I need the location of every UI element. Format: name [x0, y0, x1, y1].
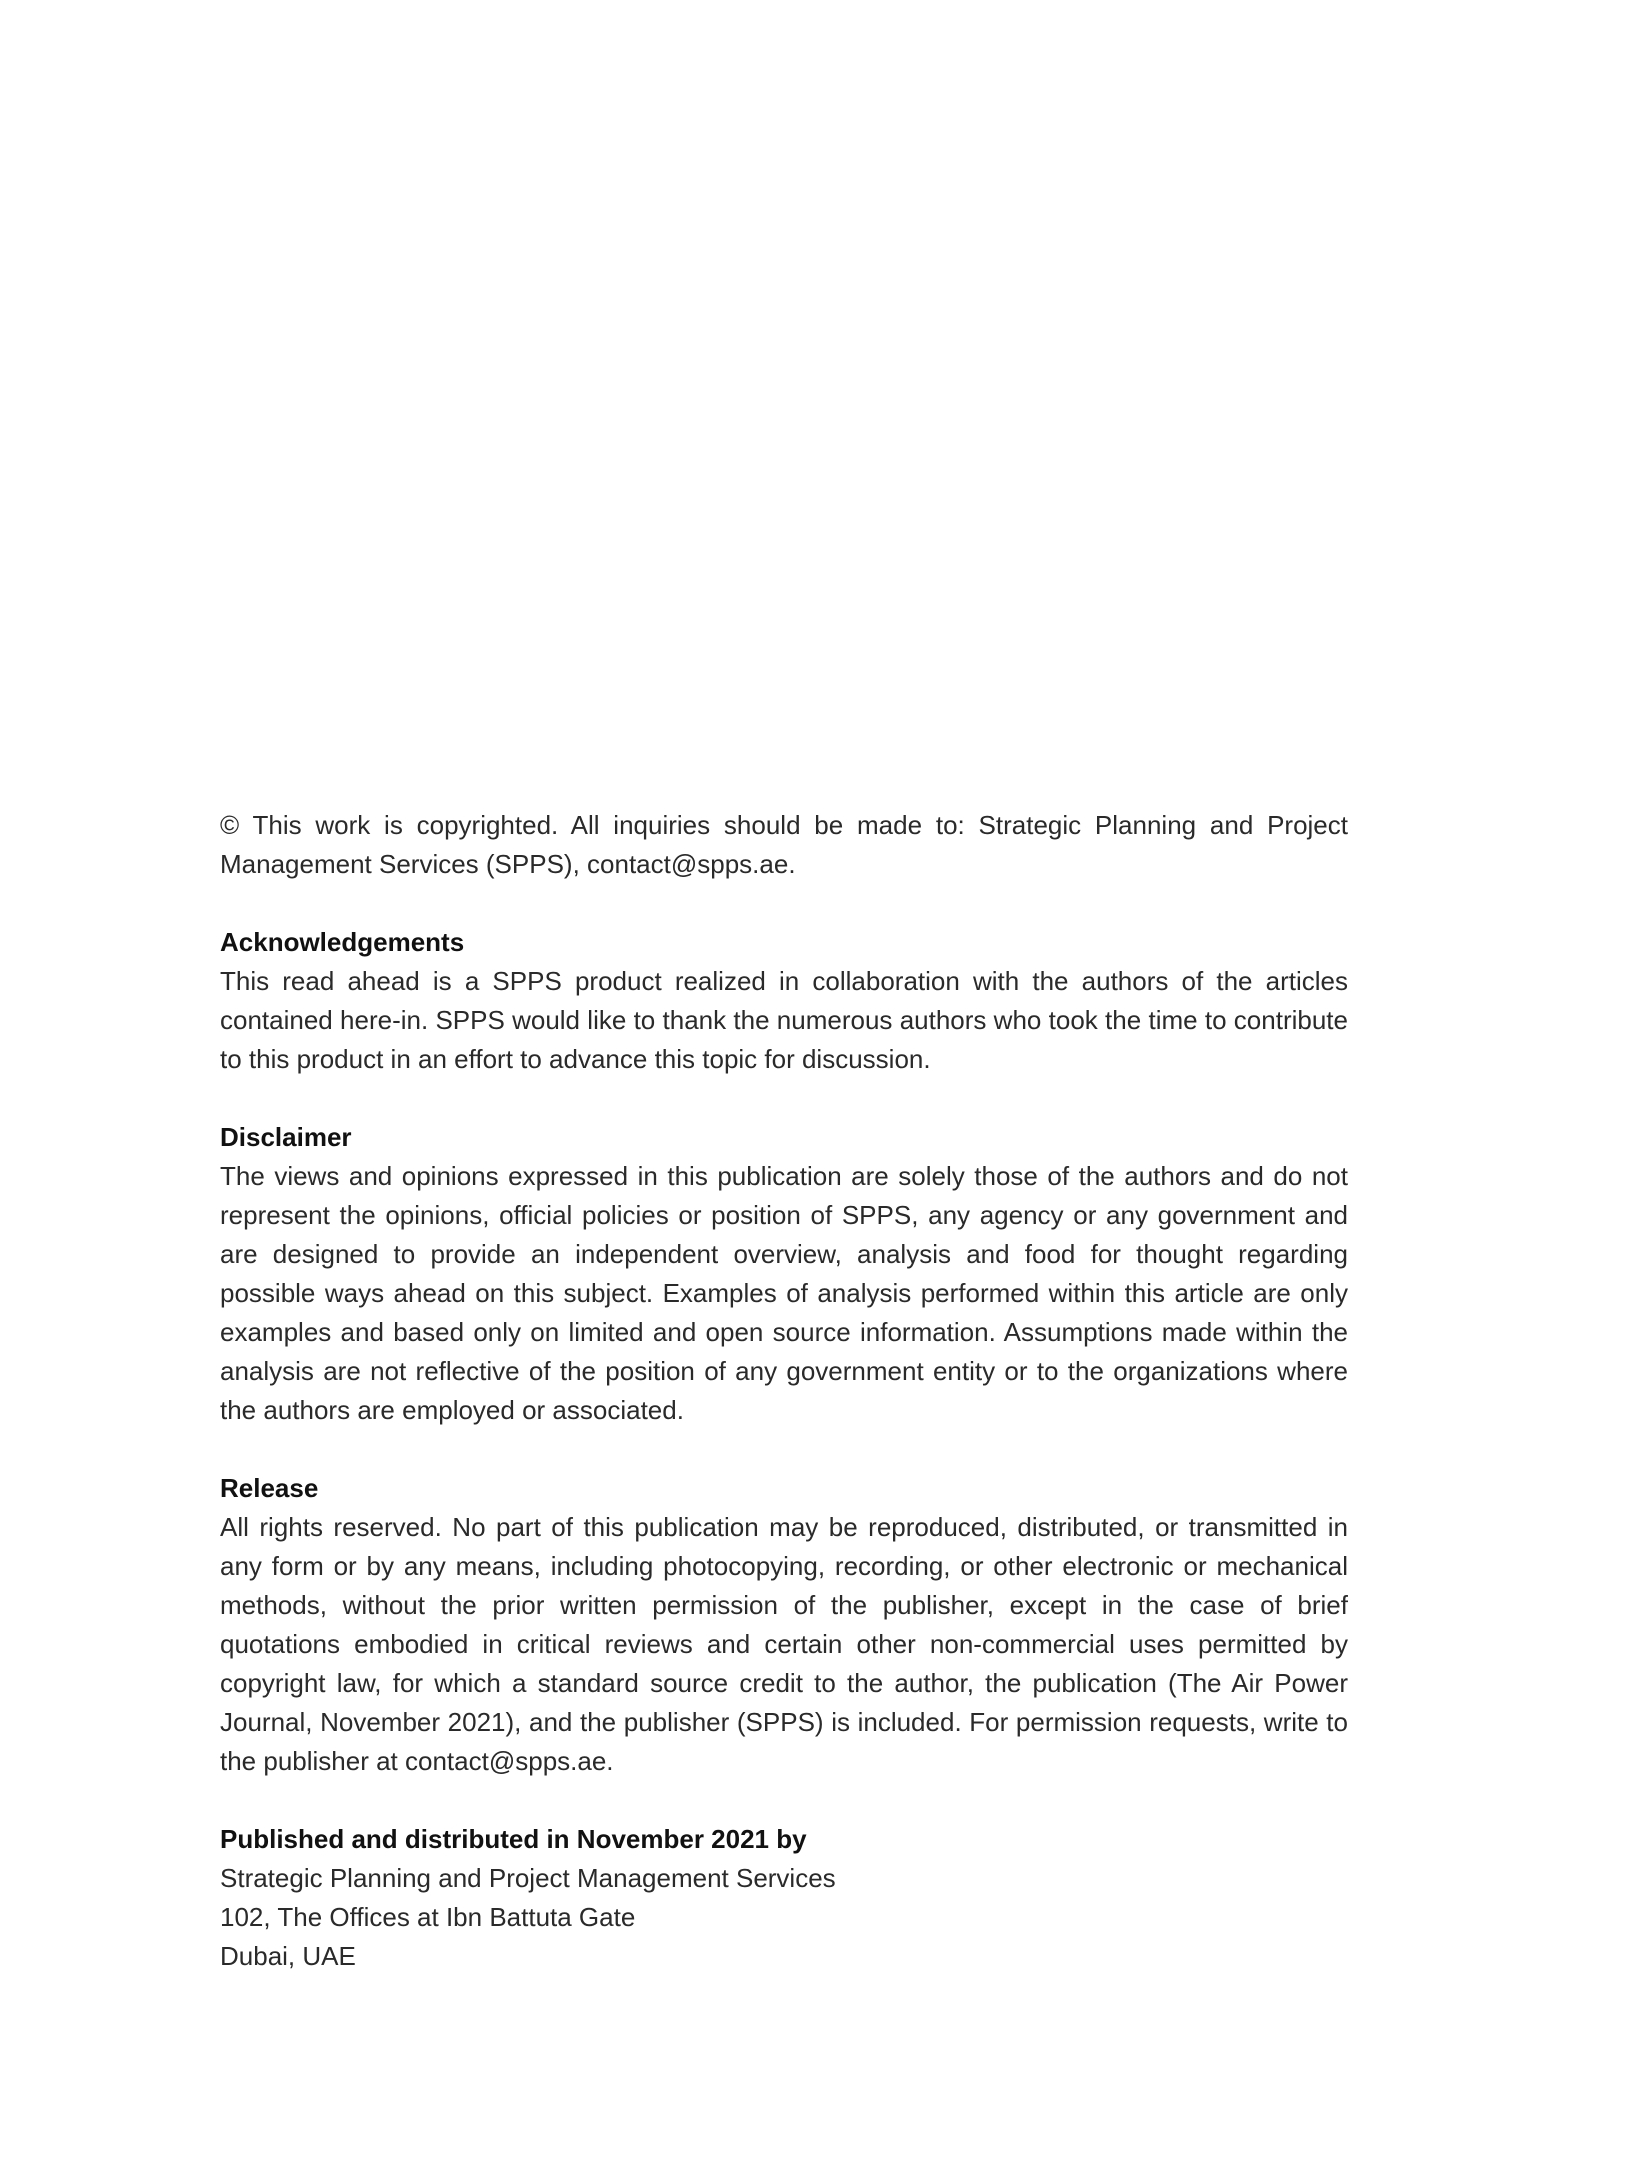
- release-section: [220, 1469, 1348, 1781]
- publisher-heading: Published and distributed in November 2021 by: [220, 1824, 807, 1854]
- publisher-address-line1: 102, The Offices at Ibn Battuta Gate: [220, 1902, 636, 1932]
- colophon-page: [220, 806, 1348, 2015]
- acknowledgements-section: [220, 923, 1348, 1079]
- acknowledgements-heading: Acknowledgements: [220, 927, 465, 957]
- acknowledgements-body: This read ahead is a SPPS product realized in collaboration with the authors of the articles contained here-in. SPPS would like to thank the numerous authors who took the time to contribute to this product in an effort to advance this topic for discussion.: [220, 966, 1348, 1074]
- disclaimer-heading: Disclaimer: [220, 1122, 352, 1152]
- release-heading: Release: [220, 1473, 319, 1503]
- publisher-name: Strategic Planning and Project Management Services: [220, 1863, 836, 1893]
- disclaimer-body: The views and opinions expressed in this publication are solely those of the authors and do not represent the opinions, official policies or position of SPPS, any agency or any government and are designed to provide an independent overview, analysis and food for thought regarding possible ways ahead on this subject. Examples of analysis performed within this article are only examples and based only on limited and open source information. Assumptions made within the analysis are not reflective of the position of any government entity or to the organizations where the authors are employed or associated.: [220, 1161, 1348, 1425]
- publisher-section: [220, 1820, 1348, 1976]
- copyright-text: © This work is copyrighted. All inquiries should be made to: Strategic Planning and Project Management Services (SPPS), contact@spps.ae.: [220, 810, 1348, 879]
- copyright-section: [220, 806, 1348, 884]
- disclaimer-section: [220, 1118, 1348, 1430]
- publisher-address-line2: Dubai, UAE: [220, 1941, 356, 1971]
- release-body: All rights reserved. No part of this publication may be reproduced, distributed, or transmitted in any form or by any means, including photocopying, recording, or other electronic or mechanical methods, without the prior written permission of the publisher, except in the case of brief quotations embodied in critical reviews and certain other non-commercial uses permitted by copyright law, for which a standard source credit to the author, the publication (The Air Power Journal, November 2021), and the publisher (SPPS) is included. For permission requests, write to the publisher at contact@spps.ae.: [220, 1512, 1348, 1776]
